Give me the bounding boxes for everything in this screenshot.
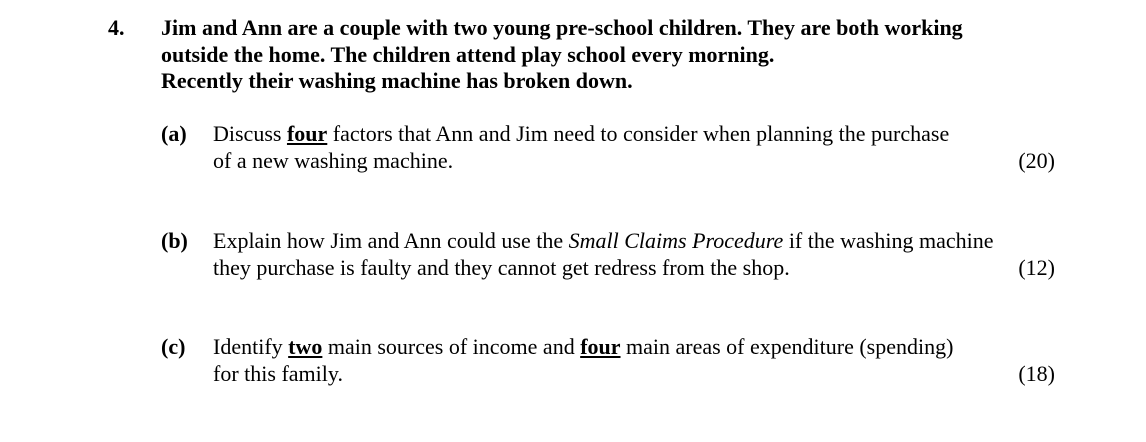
part-c-text-pre: Identify [213,334,289,359]
part-c-text-post: main areas of expenditure (spending) [620,334,954,359]
part-a-line-2: of a new washing machine. [213,147,454,173]
part-a-text-pre: Discuss [213,121,287,146]
part-b-label: (b) [161,228,188,253]
part-b-line-1 [213,228,1056,255]
part-a-text [213,121,1056,174]
part-a-marks: (20) [1018,147,1055,173]
part-c-text [213,334,1056,387]
part-a-text-post: factors that Ann and Jim need to consider when planning the purchase [327,121,950,146]
part-c-text-mid: main sources of income and [322,334,581,359]
part-c-line-1 [213,334,1056,361]
part-c-emphasis-1: two [288,334,323,359]
question-number: 4. [108,15,125,40]
part-a-emphasis: four [286,121,328,146]
part-c-emphasis-2: four [580,334,621,359]
question-stem [161,15,1091,95]
stem-line: Jim and Ann are a couple with two young pre-school children. They are both working [161,15,963,40]
part-b [161,228,1061,288]
part-c [161,334,1061,394]
part-a [161,121,1061,181]
part-c-line-2: for this family. [213,360,343,386]
part-a-label: (a) [161,121,187,146]
stem-line: Recently their washing machine has broken down. [161,68,633,93]
part-b-text [213,228,1056,281]
part-a-line-1 [213,121,1056,148]
part-b-line-2: they purchase is faulty and they cannot get redress from the shop. [213,254,790,280]
part-b-text-post: if the washing machine [783,228,994,253]
stem-line: outside the home. The children attend play school every morning. [161,41,775,67]
part-b-emphasis: Small Claims Procedure [568,228,784,253]
part-b-marks: (12) [1018,254,1055,280]
part-c-label: (c) [161,334,186,359]
part-b-text-pre: Explain how Jim and Ann could use the [213,228,569,253]
part-c-marks: (18) [1018,360,1055,386]
